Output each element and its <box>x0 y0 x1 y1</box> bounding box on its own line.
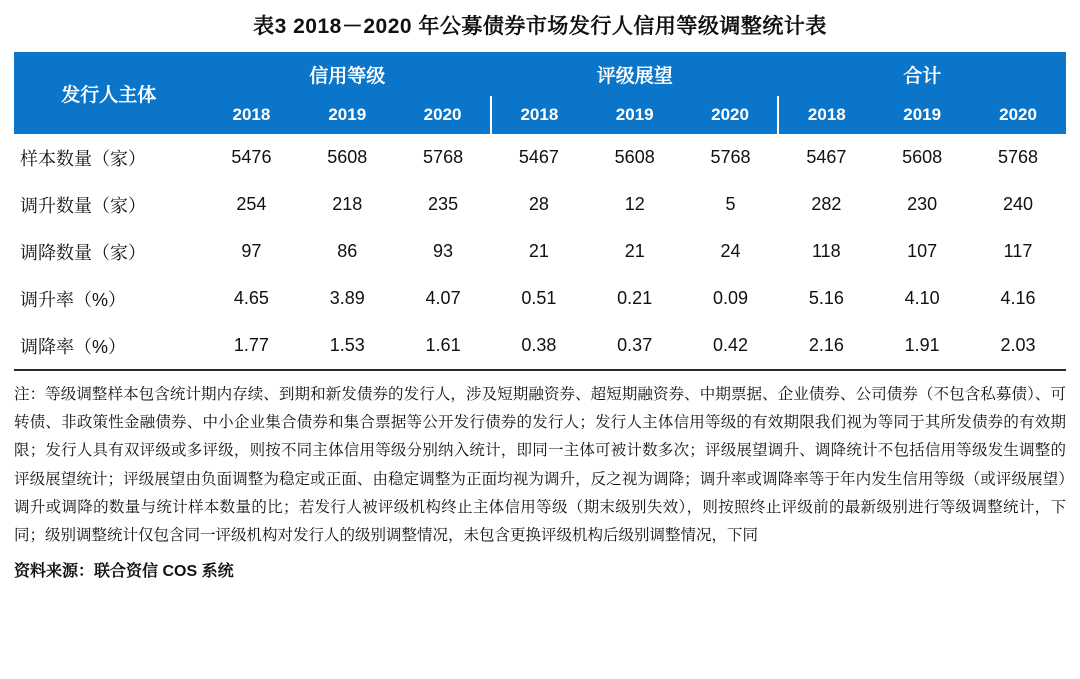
cell: 117 <box>1003 241 1033 261</box>
table-body <box>14 134 1066 370</box>
row-label: 调降数量（家） <box>20 242 146 263</box>
cell: 28 <box>528 194 549 214</box>
cell: 1.91 <box>874 322 970 370</box>
cell: 97 <box>241 241 262 261</box>
table-header <box>14 52 1066 134</box>
cell: 0.37 <box>587 322 683 370</box>
row-label: 样本数量（家） <box>20 148 146 169</box>
cell: 3.89 <box>329 288 365 308</box>
cell: 4.07 <box>425 288 461 308</box>
header-group-rating-outlook: 评级展望 <box>491 52 778 96</box>
cell: 0.21 <box>617 288 653 308</box>
cell: 1.61 <box>395 322 491 370</box>
cell: 118 <box>811 241 841 261</box>
cell: 254 <box>236 194 267 214</box>
cell: 0.09 <box>713 288 749 308</box>
table-row <box>14 181 1066 228</box>
table-row <box>14 275 1066 322</box>
cell: 4.65 <box>233 288 269 308</box>
header-group-total: 合计 <box>778 52 1066 96</box>
header-year-credit-2020: 2020 <box>395 96 491 134</box>
cell: 5476 <box>231 147 272 167</box>
table-header-groups <box>14 52 1066 96</box>
cell: 5768 <box>710 147 751 167</box>
cell: 5768 <box>423 147 464 167</box>
cell: 5608 <box>327 147 368 167</box>
cell: 5608 <box>902 147 943 167</box>
cell: 107 <box>907 241 938 261</box>
header-stub: 发行人主体 <box>14 52 204 134</box>
cell: 21 <box>624 241 645 261</box>
cell: 5.16 <box>808 288 844 308</box>
cell: 0.42 <box>683 322 779 370</box>
cell: 93 <box>433 241 454 261</box>
header-year-credit-2018: 2018 <box>204 96 300 134</box>
cell: 1.53 <box>299 322 395 370</box>
cell: 5467 <box>806 147 847 167</box>
row-label: 调降率（%） <box>14 322 204 370</box>
cell: 4.16 <box>1000 288 1036 308</box>
cell: 282 <box>811 194 842 214</box>
table-row <box>14 134 1066 181</box>
cell: 12 <box>624 194 645 214</box>
cell: 240 <box>1003 194 1034 214</box>
cell: 5768 <box>998 147 1039 167</box>
page-title: 表3 2018－2020 年公募债券市场发行人信用等级调整统计表 <box>253 15 827 38</box>
cell: 5608 <box>614 147 655 167</box>
header-year-credit-2019: 2019 <box>299 96 395 134</box>
table-row <box>14 228 1066 275</box>
source-line: 资料来源：联合资信 COS 系统 <box>14 563 234 581</box>
cell: 0.51 <box>521 288 557 308</box>
cell: 21 <box>528 241 549 261</box>
cell: 86 <box>337 241 358 261</box>
cell: 2.16 <box>778 322 874 370</box>
cell: 2.03 <box>970 322 1066 370</box>
header-group-credit-rating: 信用等级 <box>204 52 491 96</box>
cell: 5 <box>725 194 736 214</box>
cell: 0.38 <box>491 322 587 370</box>
header-year-outlook-2020: 2020 <box>683 96 779 134</box>
header-year-total-2020: 2020 <box>970 96 1066 134</box>
table-row <box>14 322 1066 370</box>
header-year-total-2018: 2018 <box>778 96 874 134</box>
row-label: 调升数量（家） <box>20 195 146 216</box>
cell: 4.10 <box>904 288 940 308</box>
cell: 1.77 <box>204 322 300 370</box>
credit-rating-adjustment-table <box>14 52 1066 371</box>
header-year-outlook-2018: 2018 <box>491 96 587 134</box>
cell: 235 <box>428 194 459 214</box>
header-year-total-2019: 2019 <box>874 96 970 134</box>
cell: 230 <box>907 194 938 214</box>
row-label: 调升率（%） <box>20 289 127 310</box>
cell: 24 <box>720 241 741 261</box>
table-note: 注：等级调整样本包含统计期内存续、到期和新发债券的发行人，涉及短期融资券、超短期融资券、中期票据、企业债券、公司债券（不包含私募债）、可转债、非政策性金融债券、中小企业集合债券和集合票据等公开发行债券的发行人；发行人主体信用等级的有效期限我们视为等同于其所发债券的有效期限；发行人具有双评级或多评级，则按不同主体信用等级分别纳入统计，即同一主体可被计数多次；评级展望调升、调降统计不包括信用等级发生调整的评级展望统计；评级展望由负面调整为稳定或正面、由稳定调整为正面均视为调升，反之视为调降；调升率或调降率等于年内发生信用等级（或评级展望）调升或调降的数量与统计样本数量的比；若发行人被评级机构终止主体信用等级（期末级别失效），则按照终止评级前的最新级别进行等级调整统计，下同；级别调整统计仅包含同一评级机构对发行人的级别调整情况，未包含更换评级机构后级别调整情况，下同 <box>14 386 1066 545</box>
cell: 218 <box>332 194 363 214</box>
header-year-outlook-2019: 2019 <box>587 96 683 134</box>
cell: 5467 <box>518 147 559 167</box>
